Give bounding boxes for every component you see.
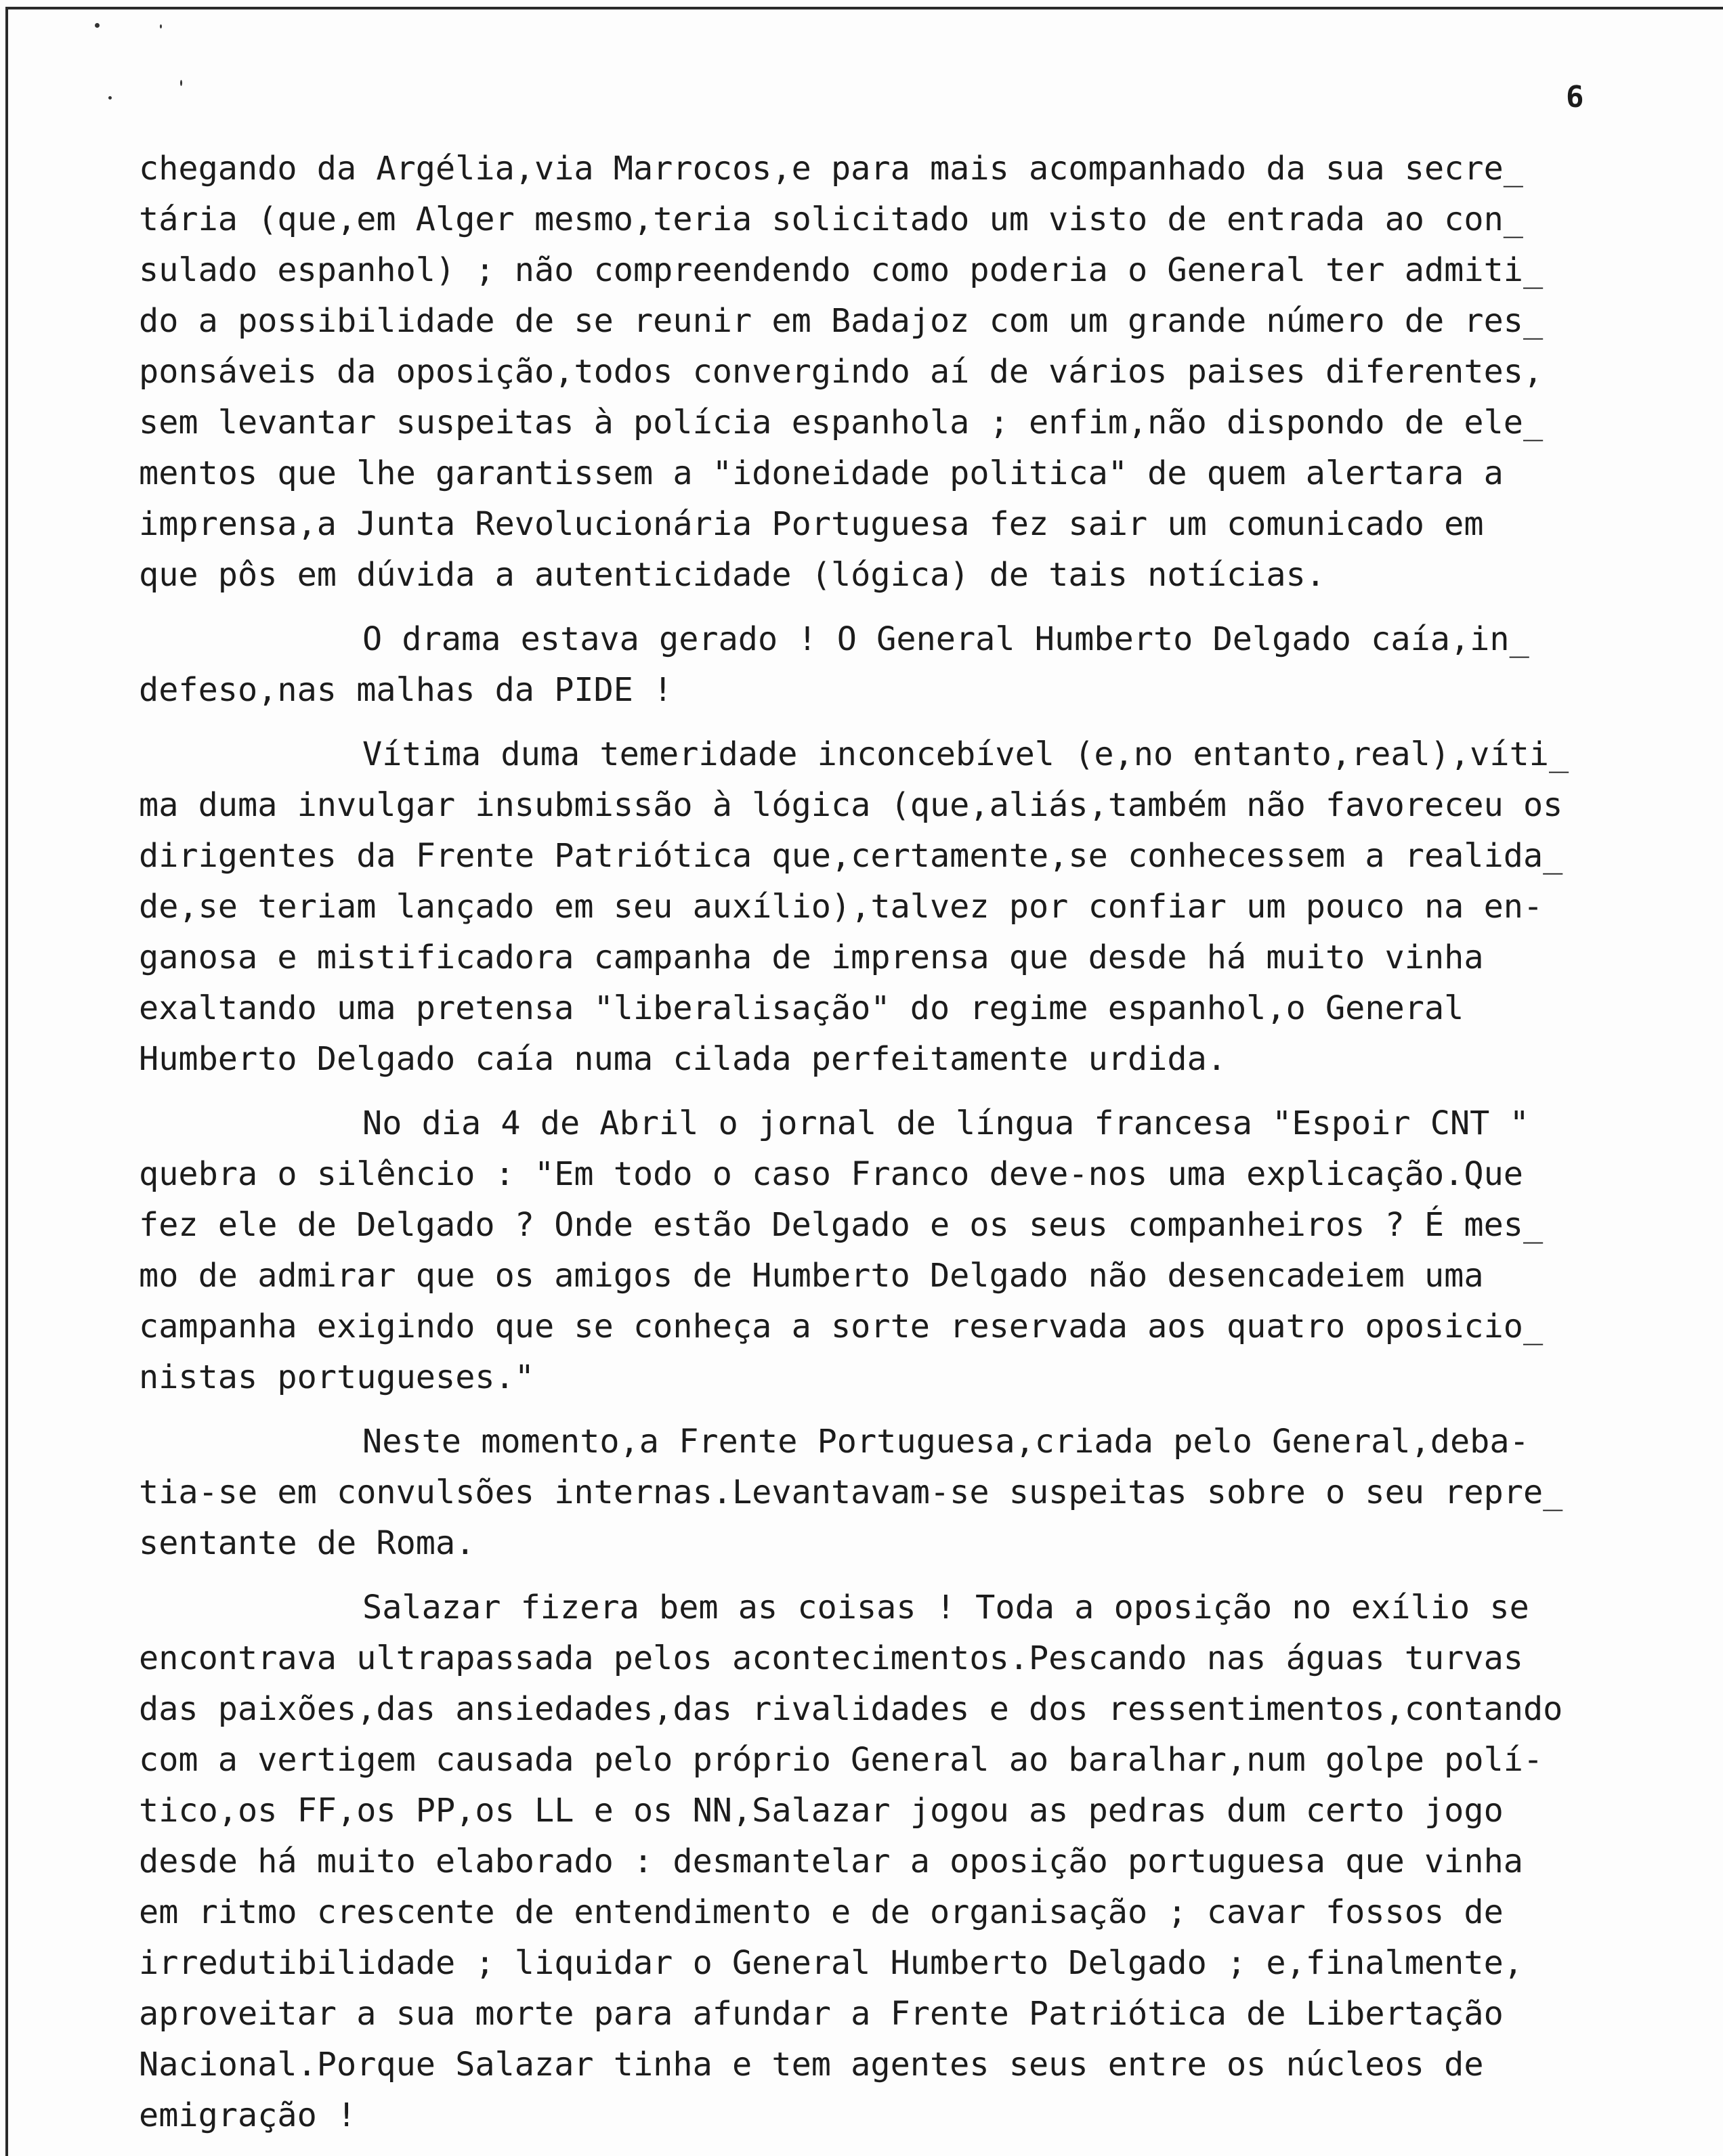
text-line: mentos que lhe garantissem a "idoneidade politica" de quem alertara a — [139, 454, 1504, 492]
text-line: Nacional.Porque Salazar tinha e tem agentes seus entre os núcleos de — [139, 2046, 1484, 2084]
text-line: das paixões,das ansiedades,das rivalidades e dos ressentimentos,contando — [139, 1690, 1563, 1728]
text-line: mo de admirar que os amigos de Humberto Delgado não desencadeiem uma — [139, 1257, 1484, 1295]
text-line: de,se teriam lançado em seu auxílio),talvez por confiar um pouco na en- — [139, 888, 1544, 926]
page-number: 6 — [1566, 80, 1584, 114]
text-line: Salazar fizera bem as coisas ! Toda a oposição no exílio se — [362, 1589, 1529, 1626]
paragraph-gap — [139, 1403, 1697, 1417]
paragraph-gap — [139, 1085, 1697, 1098]
text-line: irredutibilidade ; liquidar o General Humberto Delgado ; e,finalmente, — [139, 1944, 1523, 1982]
paragraph — [139, 729, 1697, 1085]
text-line: chegando da Argélia,via Marrocos,e para mais acompanhado da sua secre_ — [139, 150, 1523, 188]
text-line: sulado espanhol) ; não compreendendo como poderia o General ter admiti_ — [139, 251, 1544, 289]
paragraph-gap — [139, 601, 1697, 614]
scan-speck — [108, 96, 112, 100]
text-line: fez ele de Delgado ? Onde estão Delgado e os seus companheiros ? É mes_ — [139, 1206, 1544, 1244]
text-line: ma duma invulgar insubmissão à lógica (que,aliás,também não favoreceu os — [139, 786, 1563, 824]
scan-speck — [95, 23, 100, 28]
text-line: imprensa,a Junta Revolucionária Portuguesa fez sair um comunicado em — [139, 505, 1484, 543]
text-line: tia-se em convulsões internas.Levantavam-se suspeitas sobre o seu repre_ — [139, 1473, 1563, 1511]
paragraph — [139, 1098, 1697, 1403]
text-line: do a possibilidade de se reunir em Badajoz com um grande número de res_ — [139, 302, 1544, 340]
paragraph — [139, 614, 1697, 716]
text-line: dirigentes da Frente Patriótica que,certamente,se conhecessem a realida_ — [139, 837, 1563, 875]
text-line: nistas portugueses." — [139, 1358, 534, 1396]
text-line: emigração ! — [139, 2096, 357, 2134]
scan-speck — [160, 24, 162, 28]
text-line: tária (que,em Alger mesmo,teria solicitado um visto de entrada ao con_ — [139, 200, 1523, 238]
paragraph — [139, 144, 1697, 601]
body-text — [139, 144, 1697, 2141]
text-line: defeso,nas malhas da PIDE ! — [139, 671, 673, 709]
paragraph-gap — [139, 1569, 1697, 1582]
text-line: O drama estava gerado ! O General Humberto Delgado caía,in_ — [362, 620, 1529, 658]
text-line: em ritmo crescente de entendimento e de organisação ; cavar fossos de — [139, 1893, 1504, 1931]
text-line: aproveitar a sua morte para afundar a Frente Patriótica de Libertação — [139, 1995, 1504, 2033]
text-line: ganosa e mistificadora campanha de imprensa que desde há muito vinha — [139, 939, 1484, 976]
text-line: que pôs em dúvida a autenticidade (lógica) de tais notícias. — [139, 556, 1325, 594]
page-edge-left — [5, 7, 8, 2156]
paragraph-gap — [139, 716, 1697, 729]
text-line: No dia 4 de Abril o jornal de língua francesa "Espoir CNT " — [362, 1104, 1529, 1142]
text-line: desde há muito elaborado : desmantelar a oposição portuguesa que vinha — [139, 1842, 1523, 1880]
text-line: quebra o silêncio : "Em todo o caso Franco deve-nos uma explicação.Que — [139, 1155, 1523, 1193]
text-line: Vítima duma temeridade inconcebível (e,no entanto,real),víti_ — [362, 735, 1569, 773]
text-line: sentante de Roma. — [139, 1524, 475, 1562]
paragraph — [139, 1417, 1697, 1569]
text-line: sem levantar suspeitas à polícia espanhola ; enfim,não dispondo de ele_ — [139, 404, 1544, 441]
text-line: campanha exigindo que se conheça a sorte reservada aos quatro oposicio_ — [139, 1308, 1544, 1345]
text-line: Humberto Delgado caía numa cilada perfeitamente urdida. — [139, 1040, 1227, 1078]
text-line: tico,os FF,os PP,os LL e os NN,Salazar jogou as pedras dum certo jogo — [139, 1792, 1504, 1830]
text-line: com a vertigem causada pelo próprio General ao baralhar,num golpe polí- — [139, 1741, 1544, 1779]
text-line: ponsáveis da oposição,todos convergindo aí de vários paises diferentes, — [139, 353, 1544, 391]
scan-speck — [180, 80, 182, 86]
text-line: Neste momento,a Frente Portuguesa,criada pelo General,deba- — [362, 1423, 1529, 1461]
text-line: encontrava ultrapassada pelos acontecimentos.Pescando nas águas turvas — [139, 1639, 1523, 1677]
text-line: exaltando uma pretensa "liberalisação" do regime espanhol,o General — [139, 989, 1464, 1027]
paragraph — [139, 1582, 1697, 2141]
page-edge-top — [5, 7, 1723, 9]
